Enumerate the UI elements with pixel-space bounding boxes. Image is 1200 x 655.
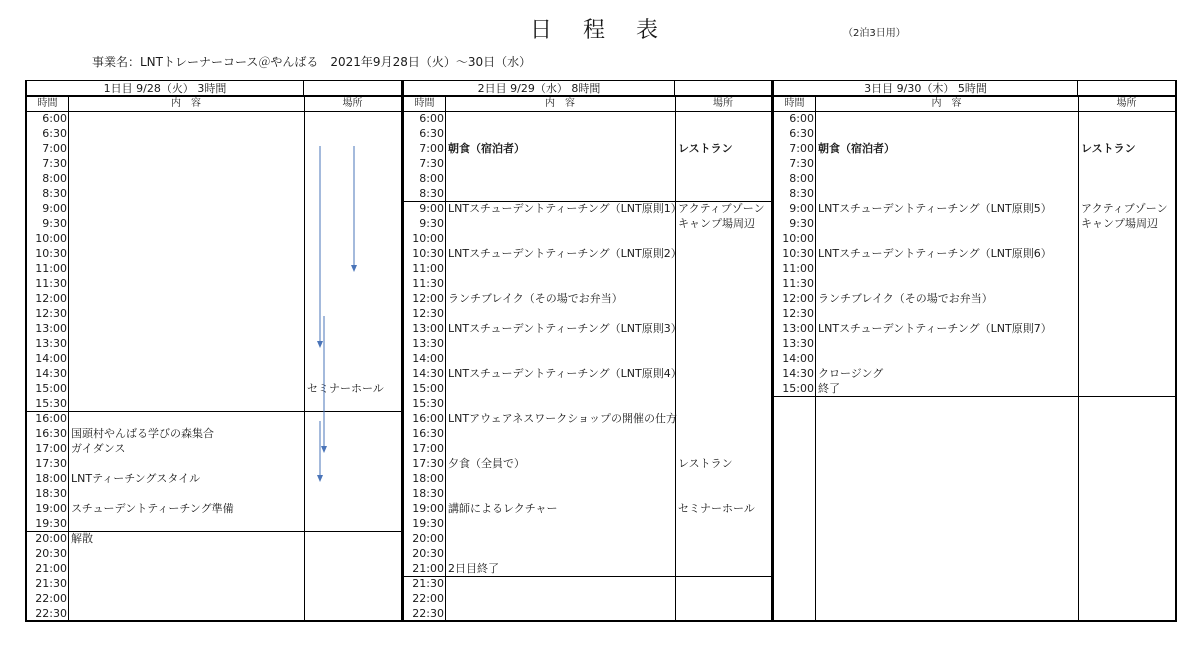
- time-cell: 22:30: [412, 607, 444, 620]
- schedule-row: [404, 201, 771, 216]
- content-cell: LNTスチューデントティーチング（LNT原則4）: [448, 367, 682, 380]
- time-cell: 7:00: [42, 142, 67, 155]
- schedule-row: [27, 576, 401, 591]
- content-cell: LNTスチューデントティーチング（LNT原則6）: [818, 247, 1052, 260]
- time-cell: 21:00: [35, 562, 67, 575]
- schedule-row: [404, 351, 771, 366]
- time-cell: 11:30: [412, 277, 444, 290]
- time-cell: 13:00: [35, 322, 67, 335]
- continuation-arrow-icon: [315, 146, 325, 350]
- time-cell: 21:00: [412, 562, 444, 575]
- schedule-row: [774, 276, 1175, 291]
- time-cell: 6:00: [419, 112, 444, 125]
- content-cell: 2日目終了: [448, 562, 499, 575]
- content-cell: 国頭村やんばる学びの森集合: [71, 427, 214, 440]
- time-cell: 13:00: [412, 322, 444, 335]
- schedule-row: [404, 591, 771, 606]
- content-cell: LNTアウェアネスワークショップの開催の仕方: [448, 412, 677, 425]
- time-cell: 14:30: [412, 367, 444, 380]
- time-cell: 11:30: [782, 277, 814, 290]
- time-cell: 11:00: [412, 262, 444, 275]
- content-cell: 講師によるレクチャー: [448, 502, 558, 515]
- time-cell: 16:30: [412, 427, 444, 440]
- column-content-label: 内 容: [545, 98, 575, 109]
- content-cell: LNTスチューデントティーチング（LNT原則1）: [448, 202, 682, 215]
- time-cell: 12:00: [35, 292, 67, 305]
- content-cell: ガイダンス: [71, 442, 126, 455]
- column-header: [27, 95, 401, 112]
- event-name: 事業名：LNTトレーナーコース＠やんばる 2021年9月28日（火）～30日（水）: [92, 55, 532, 69]
- time-cell: 10:00: [412, 232, 444, 245]
- time-cell: 21:30: [412, 577, 444, 590]
- schedule-row: [27, 486, 401, 501]
- schedule-row: [774, 201, 1175, 216]
- content-cell: LNTティーチングスタイル: [71, 472, 201, 485]
- schedule-row: [404, 291, 771, 306]
- time-cell: 18:30: [35, 487, 67, 500]
- schedule-row: [404, 486, 771, 501]
- day-title: 3日目 9/30（木） 5時間: [774, 81, 1078, 96]
- schedule-row: [404, 306, 771, 321]
- time-cell: 9:30: [789, 217, 814, 230]
- column-content-label: 内 容: [931, 98, 962, 109]
- content-cell: 解散: [71, 532, 93, 545]
- schedule-row: [404, 186, 771, 201]
- day-1-table: [25, 80, 403, 622]
- content-cell: 夕食（全員で）: [448, 457, 525, 470]
- time-cell: 7:00: [789, 142, 814, 155]
- time-cell: 6:30: [42, 127, 67, 140]
- column-content-label: 内 容: [171, 98, 201, 109]
- content-cell: 終了: [818, 382, 840, 395]
- time-cell: 12:30: [35, 307, 67, 320]
- schedule-row: [774, 126, 1175, 141]
- schedule-row: [774, 171, 1175, 186]
- continuation-arrow-icon: [349, 146, 359, 274]
- time-cell: 18:00: [412, 472, 444, 485]
- day-title: 2日目 9/29（水） 8時間: [404, 81, 675, 96]
- content-cell: ランチブレイク（その場でお弁当）: [448, 292, 623, 305]
- time-cell: 12:30: [782, 307, 814, 320]
- schedule-row: [404, 441, 771, 456]
- time-cell: 9:00: [789, 202, 814, 215]
- block-separator: [774, 396, 1175, 397]
- time-cell: 14:00: [782, 352, 814, 365]
- schedule-row: [404, 426, 771, 441]
- time-cell: 15:00: [782, 382, 814, 395]
- place-cell: セミナーホール: [307, 382, 384, 395]
- schedule-row: [404, 321, 771, 336]
- time-cell: 6:30: [419, 127, 444, 140]
- time-cell: 7:30: [789, 157, 814, 170]
- content-cell: LNTスチューデントティーチング（LNT原則7）: [818, 322, 1052, 335]
- schedule-row: [27, 351, 401, 366]
- day-2-header: [404, 80, 771, 96]
- time-cell: 20:00: [412, 532, 444, 545]
- content-cell: LNTスチューデントティーチング（LNT原則5）: [818, 202, 1052, 215]
- schedule-row: [27, 276, 401, 291]
- time-cell: 14:30: [35, 367, 67, 380]
- time-cell: 22:00: [35, 592, 67, 605]
- schedule-row: [404, 501, 771, 516]
- time-cell: 8:00: [419, 172, 444, 185]
- time-cell: 15:30: [35, 397, 67, 410]
- schedule-row: [404, 156, 771, 171]
- time-cell: 17:30: [35, 457, 67, 470]
- time-cell: 10:00: [782, 232, 814, 245]
- time-cell: 8:00: [42, 172, 67, 185]
- place-cell: レストラン: [678, 457, 733, 470]
- time-cell: 15:30: [412, 397, 444, 410]
- time-cell: 20:00: [35, 532, 67, 545]
- time-cell: 6:00: [42, 112, 67, 125]
- time-cell: 13:30: [412, 337, 444, 350]
- schedule-row: [774, 291, 1175, 306]
- column-time-label: 時間: [414, 98, 435, 109]
- time-cell: 7:30: [42, 157, 67, 170]
- time-cell: 19:30: [412, 517, 444, 530]
- time-cell: 10:30: [782, 247, 814, 260]
- schedule-row: [404, 561, 771, 576]
- time-cell: 9:30: [42, 217, 67, 230]
- schedule-row: [27, 171, 401, 186]
- schedule-row: [27, 126, 401, 141]
- schedule-row: [27, 216, 401, 231]
- column-time-label: 時間: [784, 98, 805, 109]
- time-cell: 10:00: [35, 232, 67, 245]
- schedule-row: [404, 456, 771, 471]
- column-place-label: 場所: [342, 98, 363, 109]
- schedule-row: [404, 471, 771, 486]
- time-cell: 8:30: [419, 187, 444, 200]
- time-cell: 6:00: [789, 112, 814, 125]
- schedule-row: [404, 171, 771, 186]
- time-cell: 17:30: [412, 457, 444, 470]
- day-title: 1日目 9/28（火） 3時間: [27, 81, 304, 96]
- schedule-row: [27, 501, 401, 516]
- time-cell: 9:00: [419, 202, 444, 215]
- schedule-row: [27, 411, 401, 426]
- time-cell: 8:30: [42, 187, 67, 200]
- time-cell: 21:30: [35, 577, 67, 590]
- schedule-row: [774, 351, 1175, 366]
- schedule-row: [404, 261, 771, 276]
- time-cell: 22:30: [35, 607, 67, 620]
- schedule-row: [27, 426, 401, 441]
- schedule-row: [27, 141, 401, 156]
- time-cell: 16:30: [35, 427, 67, 440]
- time-cell: 7:30: [419, 157, 444, 170]
- time-cell: 18:30: [412, 487, 444, 500]
- schedule-row: [774, 321, 1175, 336]
- schedule-row: [404, 216, 771, 231]
- place-cell: アクティブゾーン: [678, 202, 765, 215]
- schedule-row: [774, 231, 1175, 246]
- schedule-row: [27, 336, 401, 351]
- schedule-row: [774, 216, 1175, 231]
- schedule-row: [404, 606, 771, 621]
- day-3-header: [774, 80, 1175, 96]
- schedule-row: [27, 591, 401, 606]
- time-cell: 12:00: [412, 292, 444, 305]
- column-header: [404, 95, 771, 112]
- schedule-row: [27, 456, 401, 471]
- content-cell: スチューデントティーチング準備: [71, 502, 234, 515]
- schedule-row: [27, 606, 401, 621]
- schedule-row: [27, 156, 401, 171]
- schedule-row: [404, 531, 771, 546]
- day-1-header: [27, 80, 401, 96]
- time-cell: 11:00: [35, 262, 67, 275]
- schedule-row: [27, 111, 401, 126]
- schedule-row: [27, 261, 401, 276]
- schedule-row: [27, 546, 401, 561]
- time-cell: 8:30: [789, 187, 814, 200]
- time-cell: 12:30: [412, 307, 444, 320]
- time-cell: 13:00: [782, 322, 814, 335]
- time-cell: 8:00: [789, 172, 814, 185]
- content-cell: 朝食（宿泊者）: [818, 142, 895, 155]
- schedule-row: [774, 306, 1175, 321]
- time-cell: 22:00: [412, 592, 444, 605]
- column-time-label: 時間: [37, 98, 58, 109]
- page-title: 日 程 表: [530, 18, 670, 43]
- schedule-row: [404, 276, 771, 291]
- schedule-row: [404, 336, 771, 351]
- schedule-row: [404, 576, 771, 591]
- schedule-row: [774, 141, 1175, 156]
- schedule-row: [774, 336, 1175, 351]
- schedule-row: [27, 531, 401, 546]
- content-cell: クロージング: [818, 367, 884, 380]
- time-cell: 19:00: [412, 502, 444, 515]
- time-cell: 9:30: [419, 217, 444, 230]
- time-cell: 14:30: [782, 367, 814, 380]
- schedule-row: [404, 231, 771, 246]
- place-cell: キャンプ場周辺: [678, 217, 755, 230]
- time-cell: 10:30: [412, 247, 444, 260]
- time-cell: 14:00: [35, 352, 67, 365]
- column-place-label: 場所: [713, 98, 733, 109]
- schedule-row: [404, 381, 771, 396]
- schedule-row: [27, 381, 401, 396]
- column-header: [774, 95, 1175, 112]
- schedule-row: [404, 366, 771, 381]
- time-cell: 16:00: [412, 412, 444, 425]
- schedule-row: [774, 261, 1175, 276]
- content-cell: LNTスチューデントティーチング（LNT原則2）: [448, 247, 682, 260]
- time-cell: 20:30: [35, 547, 67, 560]
- time-cell: 16:00: [35, 412, 67, 425]
- content-cell: ランチブレイク（その場でお弁当）: [818, 292, 993, 305]
- schedule-row: [774, 366, 1175, 381]
- time-cell: 9:00: [42, 202, 67, 215]
- time-cell: 15:00: [35, 382, 67, 395]
- schedule-row: [27, 201, 401, 216]
- schedule-row: [774, 186, 1175, 201]
- schedule-row: [27, 291, 401, 306]
- time-cell: 7:00: [419, 142, 444, 155]
- time-cell: 19:00: [35, 502, 67, 515]
- time-cell: 12:00: [782, 292, 814, 305]
- schedule-row: [404, 126, 771, 141]
- continuation-arrow-icon: [315, 421, 325, 484]
- day-2-table: [402, 80, 773, 622]
- schedule-row: [774, 156, 1175, 171]
- time-cell: 15:00: [412, 382, 444, 395]
- place-cell: レストラン: [678, 142, 733, 155]
- time-cell: 20:30: [412, 547, 444, 560]
- time-cell: 19:30: [35, 517, 67, 530]
- duration-note: （2泊3日用）: [843, 28, 906, 39]
- schedule-row: [27, 396, 401, 411]
- time-cell: 13:30: [782, 337, 814, 350]
- schedule-row: [404, 111, 771, 126]
- place-cell: アクティブゾーン: [1081, 202, 1168, 215]
- content-cell: LNTスチューデントティーチング（LNT原則3）: [448, 322, 682, 335]
- schedule-row: [27, 246, 401, 261]
- time-cell: 14:00: [412, 352, 444, 365]
- schedule-row: [27, 321, 401, 336]
- schedule-row: [27, 366, 401, 381]
- schedule-row: [404, 141, 771, 156]
- time-cell: 13:30: [35, 337, 67, 350]
- column-place-label: 場所: [1116, 98, 1137, 109]
- time-cell: 6:30: [789, 127, 814, 140]
- place-cell: レストラン: [1081, 142, 1136, 155]
- place-cell: キャンプ場周辺: [1081, 217, 1158, 230]
- schedule-row: [27, 231, 401, 246]
- schedule-row: [774, 111, 1175, 126]
- time-cell: 17:00: [35, 442, 67, 455]
- schedule-row: [774, 246, 1175, 261]
- schedule-row: [27, 186, 401, 201]
- time-cell: 11:00: [782, 262, 814, 275]
- time-cell: 10:30: [35, 247, 67, 260]
- time-cell: 18:00: [35, 472, 67, 485]
- schedule-row: [27, 561, 401, 576]
- schedule-row: [404, 246, 771, 261]
- schedule-row: [404, 516, 771, 531]
- schedule-row: [404, 396, 771, 411]
- time-cell: 11:30: [35, 277, 67, 290]
- schedule-row: [774, 381, 1175, 396]
- content-cell: 朝食（宿泊者）: [448, 142, 525, 155]
- schedule-row: [404, 546, 771, 561]
- schedule-row: [27, 441, 401, 456]
- time-cell: 17:00: [412, 442, 444, 455]
- schedule-row: [27, 306, 401, 321]
- place-cell: セミナーホール: [678, 502, 755, 515]
- schedule-row: [27, 471, 401, 486]
- schedule-row: [27, 516, 401, 531]
- day-3-table: [772, 80, 1177, 622]
- schedule-row: [404, 411, 771, 426]
